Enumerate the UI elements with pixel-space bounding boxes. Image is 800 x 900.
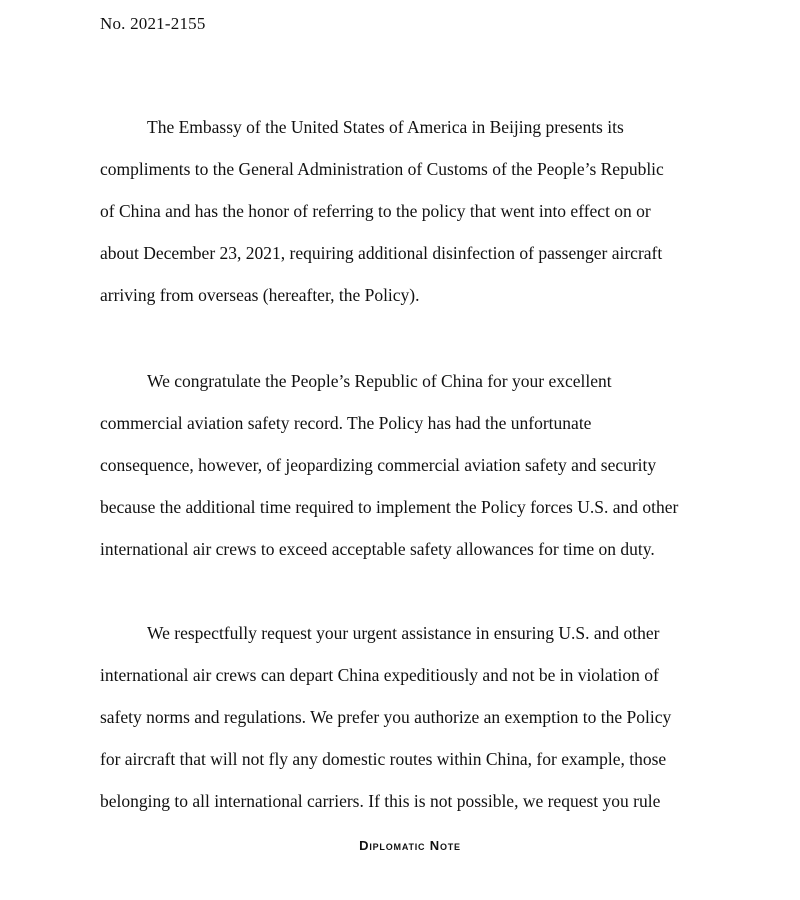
paragraph-line: about December 23, 2021, requiring additional disinfection of passenger aircraft — [100, 243, 663, 263]
paragraph-line: consequence, however, of jeopardizing commercial aviation safety and security — [100, 455, 657, 475]
paragraph-line: compliments to the General Administration of Customs of the People’s Republic — [100, 159, 664, 179]
paragraph-line: international air crews to exceed acceptable safety allowances for time on duty. — [100, 539, 655, 559]
page-footer: Diplomatic Note — [359, 838, 461, 853]
paragraph-line: because the additional time required to implement the Policy forces U.S. and other — [100, 497, 679, 517]
paragraph-line: The Embassy of the United States of America in Beijing presents its — [147, 117, 624, 137]
paragraph-line: commercial aviation safety record. The Policy has had the unfortunate — [100, 413, 592, 433]
reference-number: No. 2021-2155 — [100, 14, 206, 33]
paragraph-line: international air crews can depart China expeditiously and not be in violation of — [100, 665, 659, 685]
paragraph-line: We congratulate the People’s Republic of China for your excellent — [147, 371, 612, 391]
paragraph-line: safety norms and regulations. We prefer you authorize an exemption to the Policy — [100, 707, 672, 727]
paragraph-line: for aircraft that will not fly any domestic routes within China, for example, those — [100, 749, 667, 769]
paragraph-line: of China and has the honor of referring to the policy that went into effect on or — [100, 201, 651, 221]
paragraph-line: belonging to all international carriers. If this is not possible, we request you rule — [100, 791, 661, 811]
paragraph-line: arriving from overseas (hereafter, the Policy). — [100, 285, 420, 305]
paragraph-line: We respectfully request your urgent assistance in ensuring U.S. and other — [147, 623, 660, 643]
